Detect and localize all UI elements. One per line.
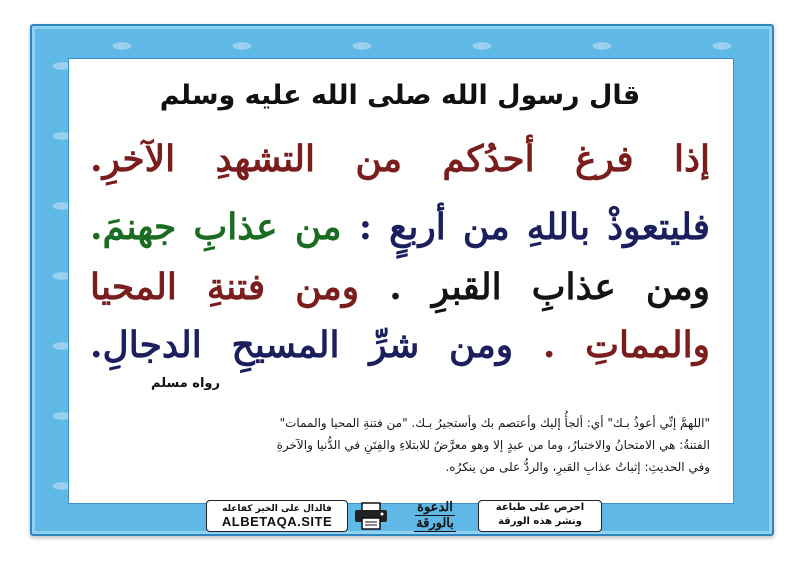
- hadith-line-4: [90, 314, 710, 376]
- hadith-line-3: [90, 256, 710, 318]
- narrator-attribution: رواه مسلم: [151, 376, 220, 391]
- explanation-line-2: الفتنةُ: هي الامتحانُ والاختبارُ، وما من عبدٍ إلا وهو معرَّضٌ للابتلاءِ والفِتَنِ في الدُّنيا والآخرةِ: [276, 438, 710, 452]
- hadith-line-2-part-b: من عذابِ جهنمَ.: [90, 206, 342, 248]
- hadith-line-1-text: إذا فرغ أحدُكم من التشهدِ الآخرِ.: [90, 138, 710, 180]
- logo-line-2: بالورقة: [416, 516, 454, 531]
- footer-print-line-1: احرص على طباعة: [495, 502, 585, 513]
- explanation-line-3: وفي الحديثِ: إثباتُ عذابِ القبرِ، والردُّ على من ينكرُه.: [445, 460, 710, 474]
- hadith-line-1: [90, 128, 710, 190]
- hadith-line-3-part-a: ومن عذابِ القبرِ .: [389, 266, 710, 308]
- explanation-line-1: "اللهمَّ إنِّي أعوذُ بـك" أي: ألجأُ إليك وأعتصم بك وأستجيرُ بـك. "من فتنةِ المحيا والممات": [279, 416, 710, 430]
- footer-slogan: فالدال على الخير كفاعله: [222, 504, 332, 514]
- hadith-line-4-part-b: ومن شرِّ المسيحِ الدجالِ.: [90, 324, 514, 366]
- footer-site-box: [206, 500, 348, 532]
- hadith-line-2-part-a: فليتعوذْ باللهِ من أربعٍ :: [358, 206, 711, 248]
- hadith-line-4-part-a: والمماتِ .: [542, 324, 710, 366]
- site-address: ALBETAQA.SITE: [221, 514, 333, 529]
- hadith-line-2: [90, 196, 710, 258]
- dawa-logo: [398, 496, 472, 536]
- hadith-intro: قال رسول الله صلى الله عليه وسلم: [159, 80, 641, 111]
- printer-icon: [352, 502, 390, 530]
- logo-line-1: الدعوة: [417, 500, 453, 515]
- footer-print-reminder: [478, 500, 602, 532]
- hadith-line-3-part-b: ومن فتنةِ المحيا: [90, 266, 360, 308]
- footer-print-line-2: ونشر هذه الورقة: [498, 516, 582, 527]
